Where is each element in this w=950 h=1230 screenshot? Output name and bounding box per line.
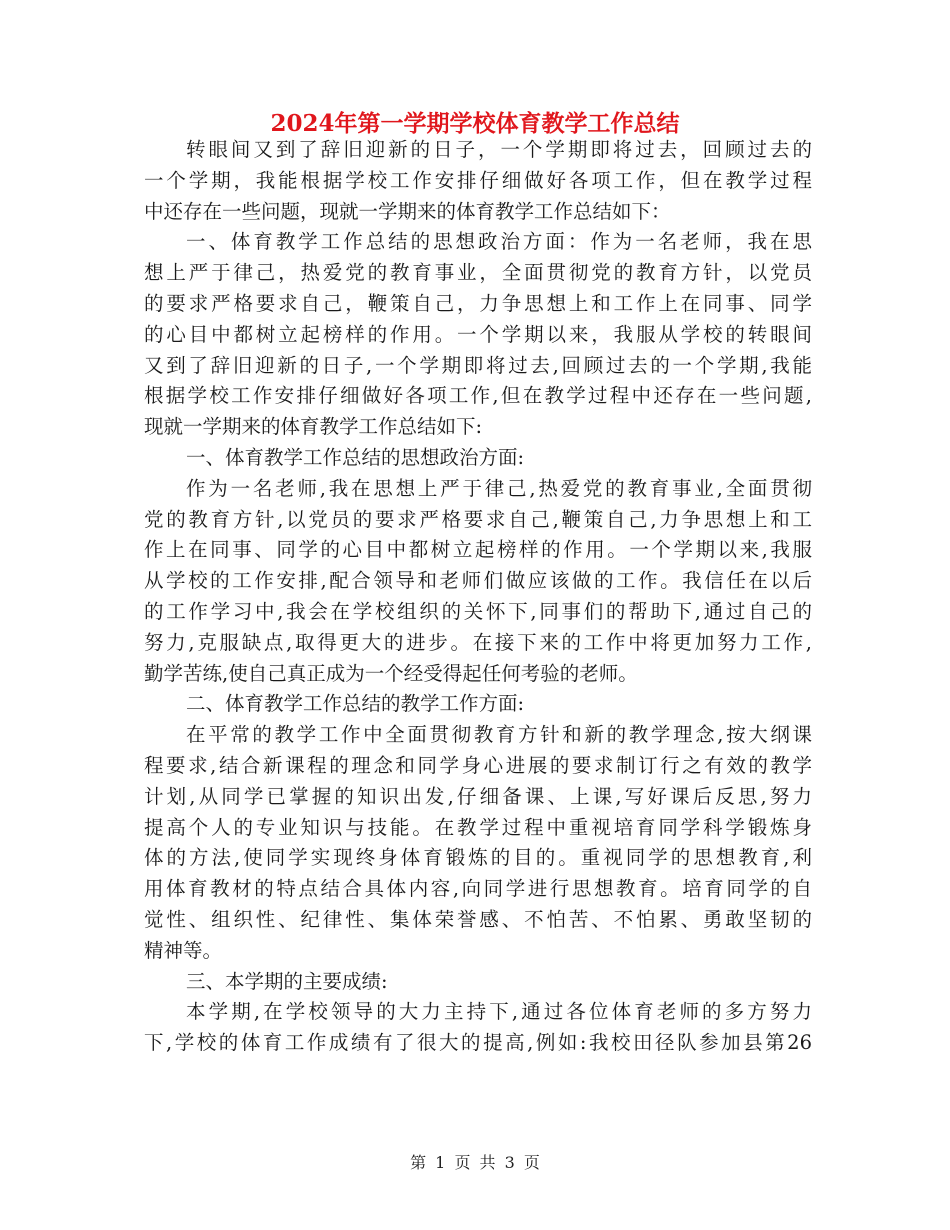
paragraph-line: 现就一学期来的体育教学工作总结如下: [144,415,483,439]
paragraph-line: 程要求,结合新课程的理念和同学身心进展的要求制订行之有效的教学 [144,753,812,777]
section-heading: 三、本学期的主要成绩: [186,969,388,993]
paragraph-line: 努力,克服缺点,取得更大的进步。在接下来的工作中将更加努力工作, [144,630,812,654]
paragraph-line: 用体育教材的特点结合具体内容,向同学进行思想教育。培育同学的自 [144,877,812,901]
paragraph-line: 本学期,在学校领导的大力主持下,通过各位体育老师的多方努力 [186,1000,812,1024]
paragraph-line: 精神等。 [144,938,223,962]
paragraph-line: 又到了辞旧迎新的日子,一个学期即将过去,回顾过去的一个学期,我能 [144,353,812,377]
paragraph-line: 勤学苦练,使自己真正成为一个经受得起任何考验的老师。 [144,661,638,685]
paragraph-line: 体的方法,使同学实现终身体育锻炼的目的。重视同学的思想教育,利 [144,846,812,870]
paragraph-line: 一个学期，我能根据学校工作安排仔细做好各项工作，但在教学过程 [144,168,812,192]
paragraph-line: 根据学校工作安排仔细做好各项工作,但在教学过程中还存在一些问题, [144,384,812,408]
paragraph-line: 中还存在一些问题，现就一学期来的体育教学工作总结如下： [144,199,671,223]
paragraph-line: 觉性、组织性、纪律性、集体荣誉感、不怕苦、不怕累、勇敢坚韧的 [144,907,812,931]
paragraph-line: 在平常的教学工作中全面贯彻教育方针和新的教学理念,按大纲课 [186,723,812,747]
paragraph-line: 下,学校的体育工作成绩有了很大的提高,例如:我校田径队参加县第26 [144,1031,812,1055]
paragraph-line: 计划,从同学已掌握的知识出发,仔细备课、上课,写好课后反思,努力 [144,784,812,808]
paragraph-line: 作为一名老师,我在思想上严于律己,热爱党的教育事业,全面贯彻 [186,476,812,500]
document-body [144,135,812,1059]
paragraph-line: 提高个人的专业知识与技能。在教学过程中重视培育同学科学锻炼身 [144,815,812,839]
paragraph-line: 一、体育教学工作总结的思想政治方面：作为一名老师，我在思 [186,230,812,254]
paragraph-line: 党的教育方针,以党员的要求严格要求自己,鞭策自己,力争思想上和工 [144,507,812,531]
section-heading: 二、体育教学工作总结的教学工作方面: [186,692,525,716]
section-heading: 一、体育教学工作总结的思想政治方面: [186,445,525,469]
paragraph-line: 从学校的工作安排,配合领导和老师们做应该做的工作。我信任在以后 [144,569,812,593]
paragraph-line: 的工作学习中,我会在学校组织的关怀下,同事们的帮助下,通过自己的 [144,599,812,623]
paragraph-line: 的心目中都树立起榜样的作用。一个学期以来，我服从学校的转眼间 [144,322,812,346]
document-title: 2024年第一学期学校体育教学工作总结 [270,110,680,137]
paragraph-line: 想上严于律己，热爱党的教育事业，全面贯彻党的教育方针，以党员 [144,261,812,285]
paragraph-line: 的要求严格要求自己，鞭策自己，力争思想上和工作上在同事、同学 [144,291,812,315]
paragraph-line: 转眼间又到了辞旧迎新的日子，一个学期即将过去，回顾过去的 [186,138,812,161]
page-footer: 第 1 页 共 3 页 [410,1153,540,1172]
paragraph-line: 作上在同事、同学的心目中都树立起榜样的作用。一个学期以来,我服 [144,538,812,562]
